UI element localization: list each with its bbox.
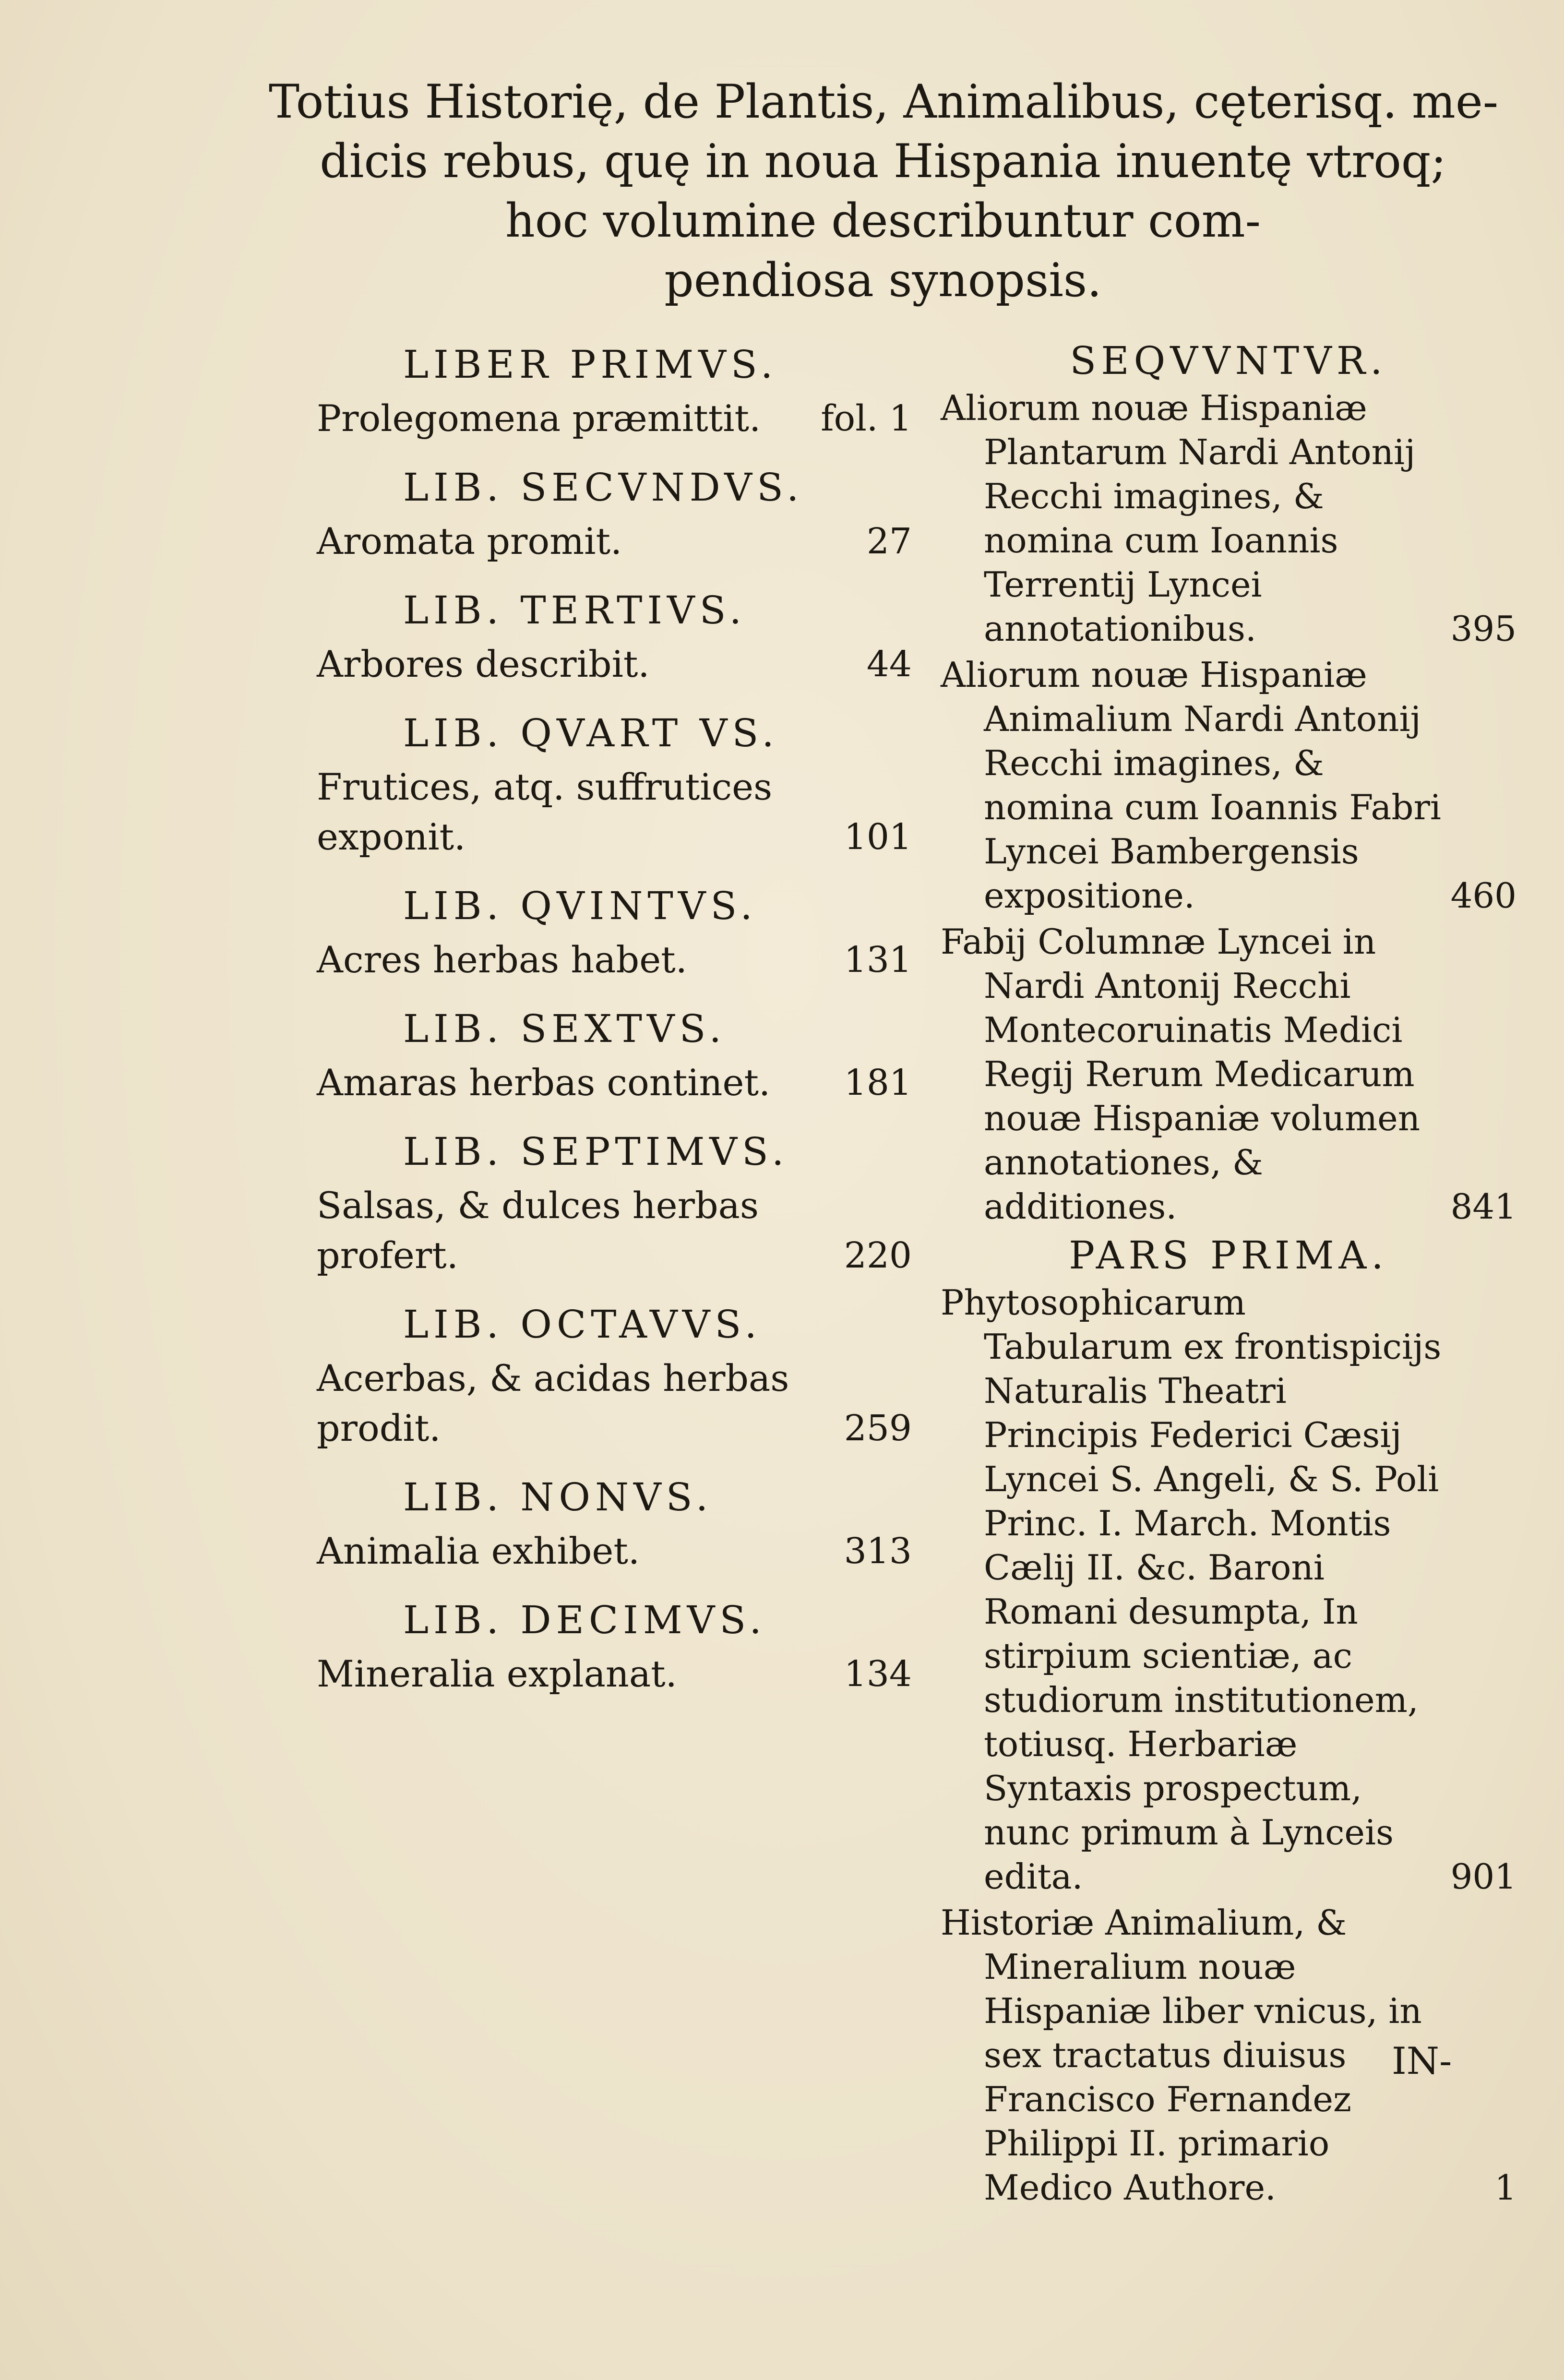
- entry-description: Historiæ Animalium, & Mineralium nouæ Hispaniæ liber vnicus, in sex tractatus diuisus Francisco Fernandez Philippi II. primario Medico Authore.: [941, 1902, 1422, 2208]
- book-entry: [317, 336, 912, 443]
- book-heading: LIB. OCTAVVS.: [403, 1302, 762, 1347]
- left-column-contents: [317, 336, 912, 1714]
- page-title: [269, 72, 1497, 310]
- page-number: fol. 1: [821, 398, 912, 439]
- title-line: hoc volumine describuntur com-: [505, 194, 1261, 248]
- contents-entry: [941, 386, 1516, 651]
- page-number: 841: [1450, 1186, 1516, 1227]
- book-heading: LIB. SEXTVS.: [403, 1006, 727, 1051]
- book-entry: [317, 1123, 912, 1280]
- title-line: pendiosa synopsis.: [664, 253, 1102, 307]
- book-heading: LIB. QVART VS.: [403, 711, 779, 755]
- book-heading: LIB. NONVS.: [403, 1475, 713, 1519]
- contents-entry: [941, 920, 1516, 1229]
- page-number: 181: [844, 1062, 912, 1103]
- page-number: 259: [844, 1408, 912, 1449]
- book-entry: [317, 1469, 912, 1576]
- book-description: Acres herbas habet.: [317, 938, 687, 981]
- page-number: 44: [866, 644, 912, 685]
- book-description: Arbores describit.: [317, 643, 650, 685]
- book-heading: LIBER PRIMVS.: [403, 342, 778, 387]
- book-description: Frutices, atq. suffrutices exponit.: [317, 765, 773, 858]
- book-description: Aromata promit.: [317, 520, 622, 562]
- page-number: 313: [844, 1531, 912, 1572]
- section-heading: PARS PRIMA.: [1069, 1233, 1388, 1278]
- entry-description: Phytosophicarum Tabularum ex frontispicijs Naturalis Theatri Principis Federici Cæsij Lyncei S. Angeli, & S. Poli Princ. I. March. Montis Cælij II. &c. Baroni Romani desumpta, In stirpium scientiæ, ac studiorum institutionem, totiusq. Herbariæ Syntaxis prospectum, nunc primum à Lynceis edita.: [941, 1282, 1442, 1897]
- book-heading: LIB. TERTIVS.: [403, 588, 747, 633]
- page-number: 101: [844, 816, 912, 858]
- page-number: 131: [844, 939, 912, 981]
- page-number: 395: [1450, 609, 1516, 649]
- book-description: Acerbas, & acidas herbas prodit.: [317, 1357, 789, 1449]
- book-heading: LIB. SEPTIMVS.: [403, 1129, 789, 1174]
- catchword: IN-: [1392, 2040, 1452, 2083]
- book-entry: [317, 1296, 912, 1453]
- book-description: Amaras herbas continet.: [317, 1061, 771, 1104]
- section-heading: SEQVVNTVR.: [1070, 338, 1387, 383]
- entry-description: Aliorum nouæ Hispaniæ Plantarum Nardi Antonij Recchi imagines, & nomina cum Ioannis Terrentij Lyncei annotationibus.: [941, 388, 1416, 649]
- page-number: 460: [1450, 875, 1516, 916]
- book-entry: [317, 582, 912, 689]
- book-heading: LIB. DECIMVS.: [403, 1598, 766, 1642]
- book-heading: LIB. QVINTVS.: [403, 884, 757, 928]
- page-number: 1: [1494, 2167, 1516, 2208]
- entry-description: Aliorum nouæ Hispaniæ Animalium Nardi Antonij Recchi imagines, & nomina cum Ioannis Fabri Lyncei Bambergensis expositione.: [941, 655, 1441, 916]
- book-entry: [317, 877, 912, 985]
- page-number: 220: [844, 1235, 912, 1276]
- book-description: Mineralia explanat.: [317, 1652, 677, 1695]
- title-line: dicis rebus, quę in noua Hispania inuentę vtroq;: [320, 134, 1446, 188]
- right-column-contents: [941, 336, 1516, 2212]
- book-entry: [317, 459, 912, 566]
- contents-entry: [941, 1280, 1516, 1899]
- book-description: Animalia exhibet.: [317, 1530, 640, 1572]
- book-heading: LIB. SECVNDVS.: [403, 465, 804, 510]
- page-number: 134: [844, 1653, 912, 1695]
- book-description: Salsas, & dulces herbas profert.: [317, 1184, 759, 1277]
- book-description: Prolegomena præmittit.: [317, 397, 761, 440]
- book-entry: [317, 705, 912, 862]
- book-entry: [317, 1591, 912, 1699]
- page-number: 27: [866, 521, 912, 562]
- entry-description: Fabij Columnæ Lyncei in Nardi Antonij Recchi Montecoruinatis Medici Regij Rerum Medicarum nouæ Hispaniæ volumen annotationes, & additiones.: [941, 921, 1421, 1227]
- page-number: 901: [1450, 1856, 1516, 1897]
- title-line: Totius Historię, de Plantis, Animalibus, cęterisq. me-: [269, 75, 1499, 129]
- contents-entry: [941, 653, 1516, 918]
- book-entry: [317, 1000, 912, 1108]
